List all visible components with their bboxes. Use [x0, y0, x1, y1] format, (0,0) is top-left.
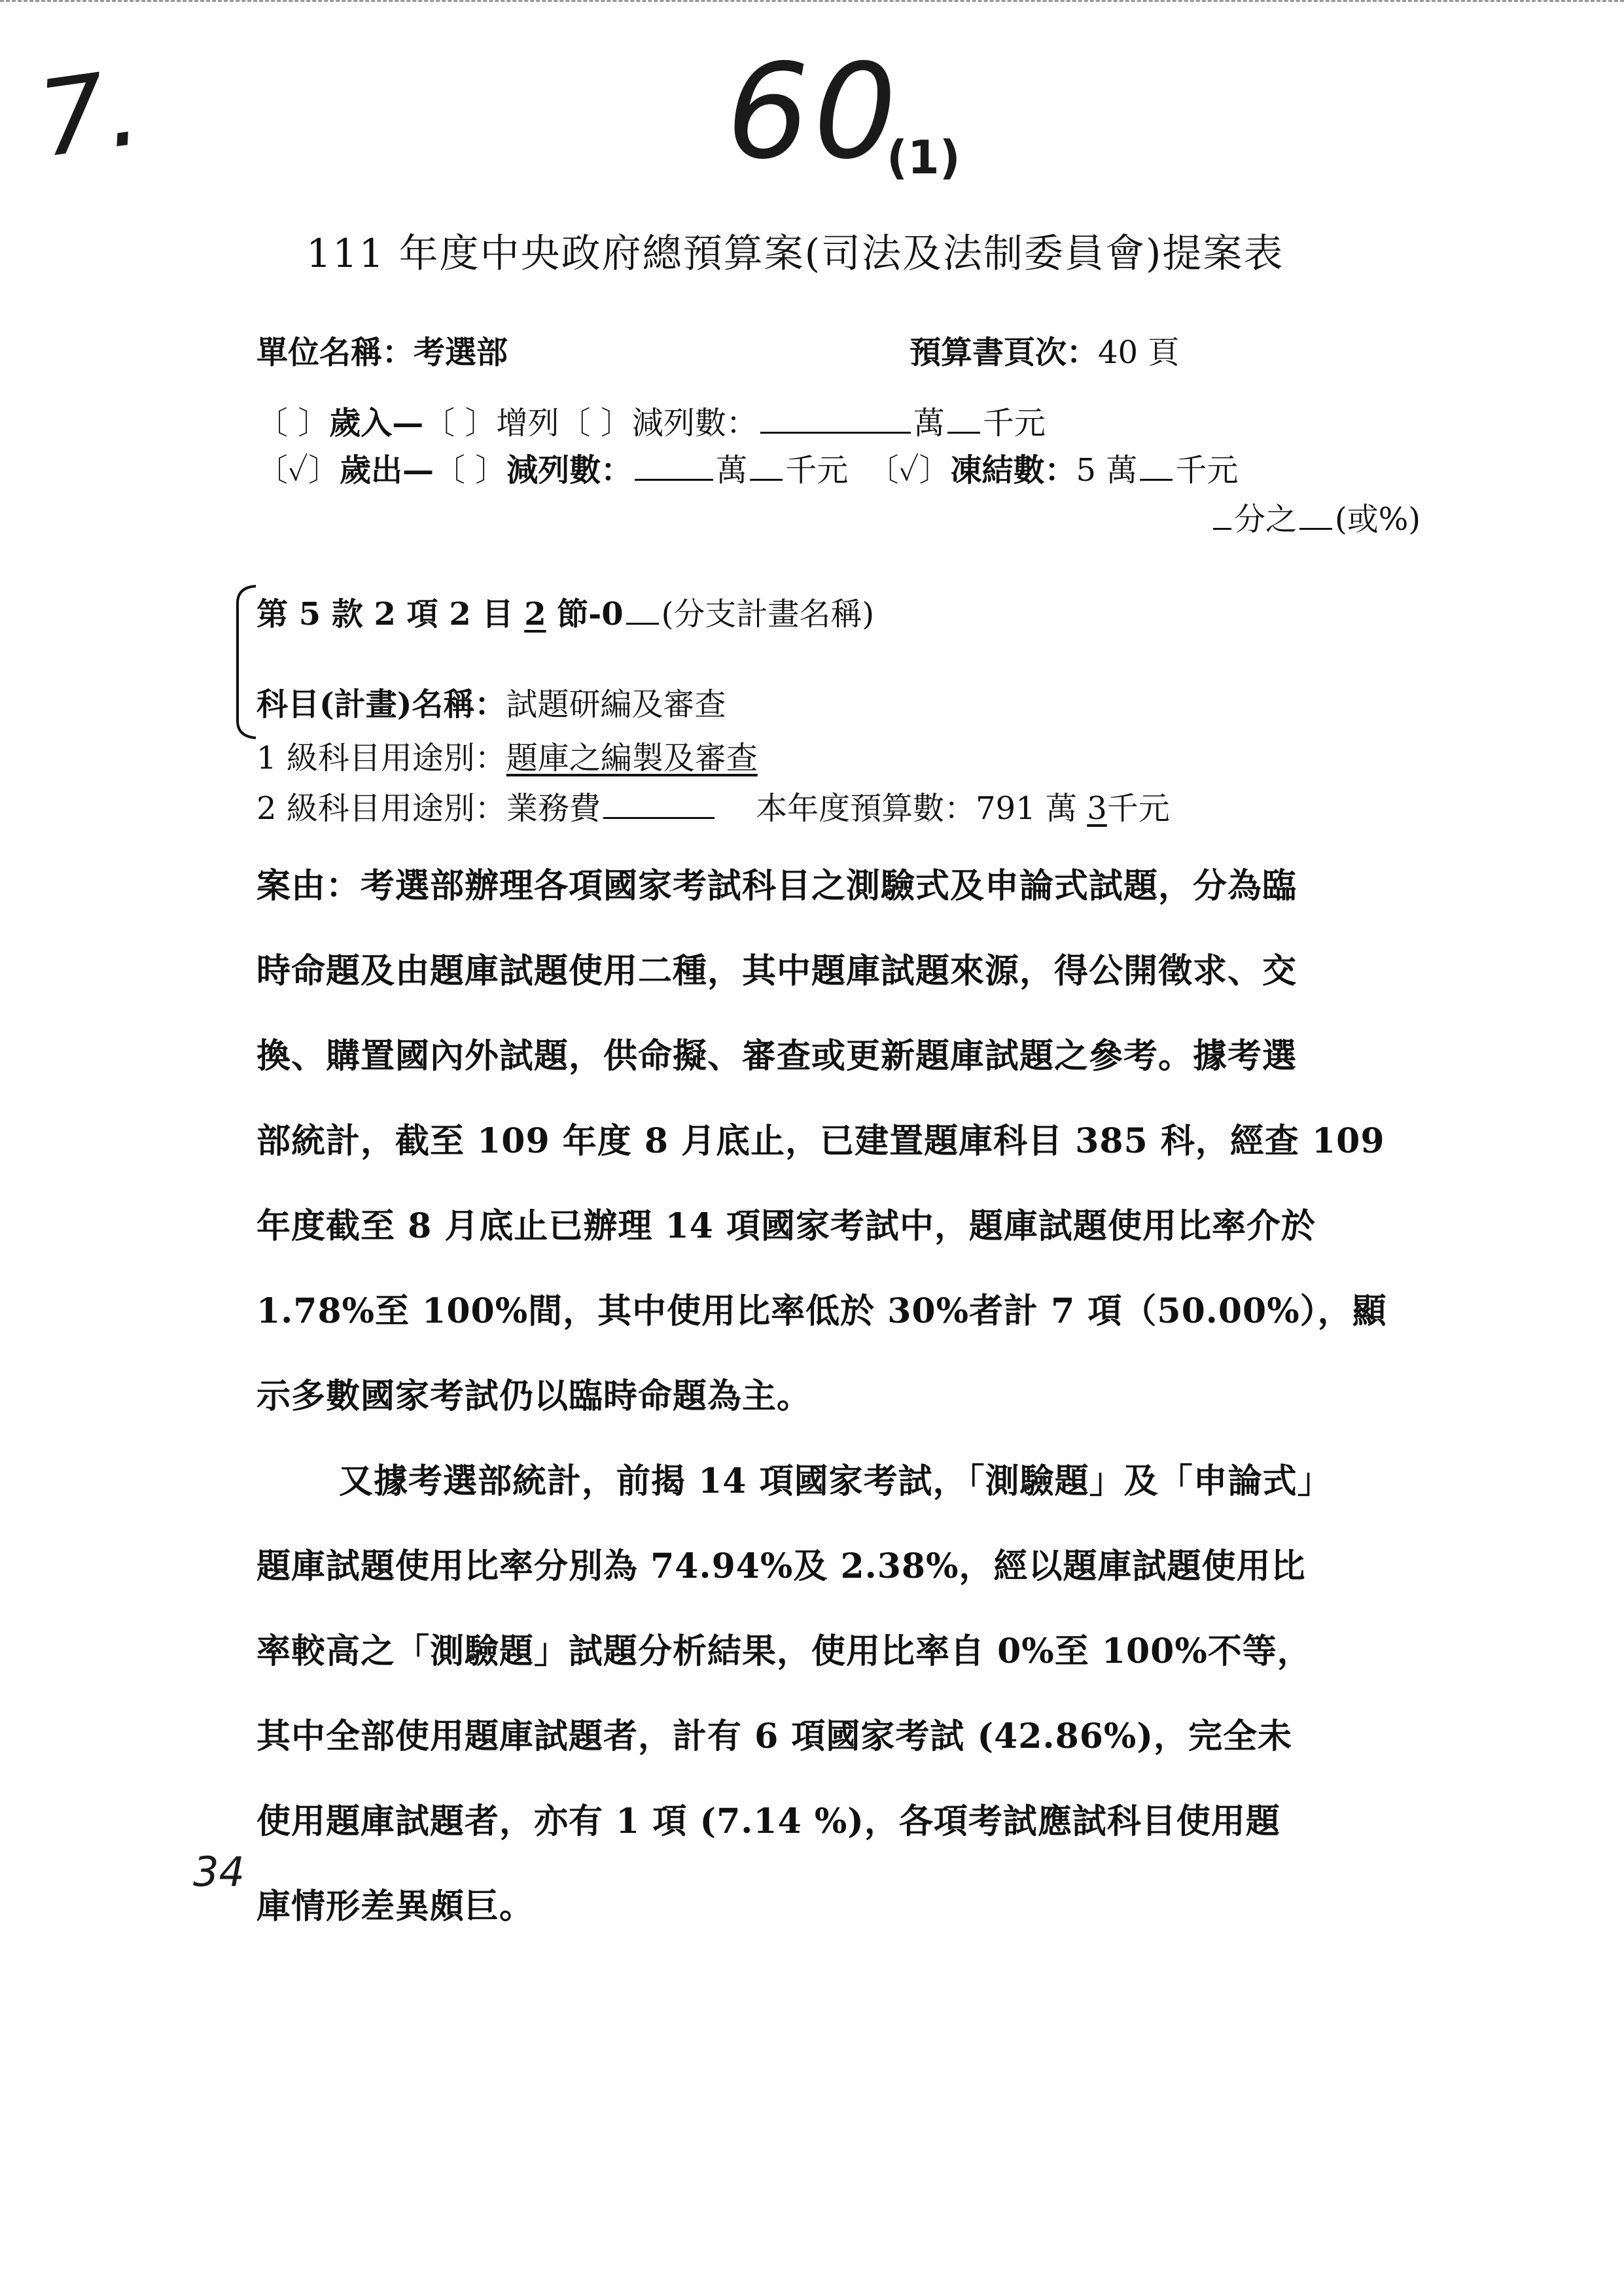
reason-line: 案由：考選部辦理各項國家考試科目之測驗式及申論式試題，分為臨	[256, 866, 1297, 906]
expense-decrease-wan-blank	[635, 478, 713, 481]
handwritten-margin-note: 34	[193, 1848, 245, 1896]
reason-line: 年度截至 8 月底止已辦理 14 項國家考試中，題庫試題使用比率介於	[256, 1206, 1316, 1246]
expense-line	[256, 445, 1238, 490]
second-paragraph	[256, 1439, 1332, 1949]
handwritten-page-subnumber: (1)	[887, 131, 961, 184]
expense-decrease-checkbox: 〔 〕	[433, 452, 507, 489]
handwritten-corner-mark: 7.	[31, 46, 147, 181]
budget-page-value: 40 頁	[1098, 334, 1180, 371]
paragraph2-line: 題庫試題使用比率分別為 74.94%及 2.38%，經以題庫試題使用比	[256, 1546, 1306, 1586]
budget-page-label: 預算書頁次：	[909, 334, 1099, 371]
paragraph2-line: 又據考選部統計，前揭 14 項國家考試，「測驗題」及「申論式」	[339, 1461, 1332, 1501]
income-qian-blank	[947, 431, 980, 434]
expense-decrease-label: 減列數：	[506, 452, 633, 489]
reason-line: 時命題及由題庫試題使用二種，其中題庫試題來源，得公開徵求、交	[256, 951, 1297, 991]
grouping-brace	[232, 583, 258, 740]
paragraph2-line: 其中全部使用題庫試題者，計有 6 項國家考試 (42.86%)，完全未	[256, 1716, 1292, 1756]
level2-blank	[603, 816, 715, 819]
level2-value: 業務費	[506, 790, 601, 827]
section-blank	[626, 622, 659, 625]
income-label: 歲入—	[329, 405, 424, 442]
expense-label: 歲出—	[339, 452, 434, 489]
freeze-qian-unit: 千元	[1175, 452, 1239, 489]
unit-value: 考選部	[414, 334, 508, 371]
reason-line: 示多數國家考試仍以臨時命題為主。	[256, 1376, 812, 1416]
level2-label: 2 級科目用途別：	[256, 790, 506, 827]
current-budget-qian-unit: 千元	[1106, 790, 1170, 827]
subject-label: 科目(計畫)名稱：	[256, 686, 506, 723]
page-title: 111 年度中央政府總預算案(司法及法制委員會)提案表	[306, 231, 1284, 277]
handwritten-page-number: 60	[726, 36, 901, 188]
unit-name-row	[256, 327, 508, 372]
decrease-checkbox: 〔 〕	[559, 405, 632, 442]
fraction-or-percent: (或%)	[1335, 501, 1421, 538]
section-line	[256, 589, 874, 634]
reason-line: 換、購置國內外試題，供命擬、審查或更新題庫試題之參考。據考選	[256, 1036, 1297, 1076]
expense-qian-unit: 千元	[785, 452, 849, 489]
subject-value: 試題研編及審查	[506, 686, 726, 723]
current-budget-qian-number: 3	[1087, 790, 1107, 827]
income-wan-unit: 萬	[913, 405, 945, 442]
reason-line: 部統計，截至 109 年度 8 月底止，已建置題庫科目 385 科，經查 109	[256, 1121, 1385, 1161]
expense-qian-blank	[750, 478, 783, 481]
freeze-checkbox: 〔✓〕	[867, 452, 951, 489]
income-decrease-label: 減列數：	[631, 405, 758, 442]
fraction-numerator-blank	[1299, 527, 1332, 530]
current-budget-wan: 791 萬	[976, 790, 1087, 827]
subject-line	[256, 679, 726, 724]
section-prefix: 第 5 款 2 項 2 目	[256, 596, 525, 633]
freeze-qian-blank	[1140, 478, 1173, 481]
freeze-label: 凍結數：	[950, 452, 1076, 489]
income-line	[256, 398, 1046, 443]
increase-checkbox: 〔 〕	[423, 405, 497, 442]
expense-wan-unit: 萬	[716, 452, 748, 489]
fraction-denominator-blank	[1213, 527, 1231, 530]
paragraph2-line: 庫情形差異頗巨。	[256, 1887, 535, 1926]
paragraph2-line: 率較高之「測驗題」試題分析結果，使用比率自 0%至 100%不等，	[256, 1631, 1312, 1671]
level1-line	[256, 733, 758, 778]
expense-checkbox: 〔✓〕	[256, 452, 340, 489]
budget-page-row	[909, 327, 1179, 372]
section-jie-number: 2	[524, 596, 546, 633]
reason-paragraph	[256, 844, 1387, 1439]
fraction-line	[1210, 494, 1421, 539]
level1-value: 題庫之編製及審查	[506, 740, 758, 776]
scan-top-edge	[0, 0, 1624, 7]
current-budget-label: 本年度預算數：	[756, 790, 976, 827]
reason-line: 1.78%至 100%間，其中使用比率低於 30%者計 7 項（50.00%），顯	[256, 1291, 1387, 1331]
paragraph2-line: 使用題庫試題者，亦有 1 項 (7.14 %)，各項考試應試科目使用題	[256, 1801, 1280, 1841]
fraction-fen-zhi: 分之	[1234, 501, 1297, 538]
income-checkbox: 〔 〕	[256, 405, 330, 442]
freeze-value: 5 萬	[1076, 452, 1138, 489]
increase-label: 增列	[496, 405, 559, 442]
income-decrease-wan-blank	[760, 431, 911, 434]
income-qian-unit: 千元	[982, 405, 1046, 442]
unit-label: 單位名稱：	[256, 334, 414, 371]
section-jie-suffix: 節-0	[546, 596, 624, 633]
branch-plan-name: (分支計畫名稱)	[661, 596, 875, 633]
level1-label: 1 級科目用途別：	[256, 740, 506, 776]
level2-line	[256, 783, 1170, 828]
